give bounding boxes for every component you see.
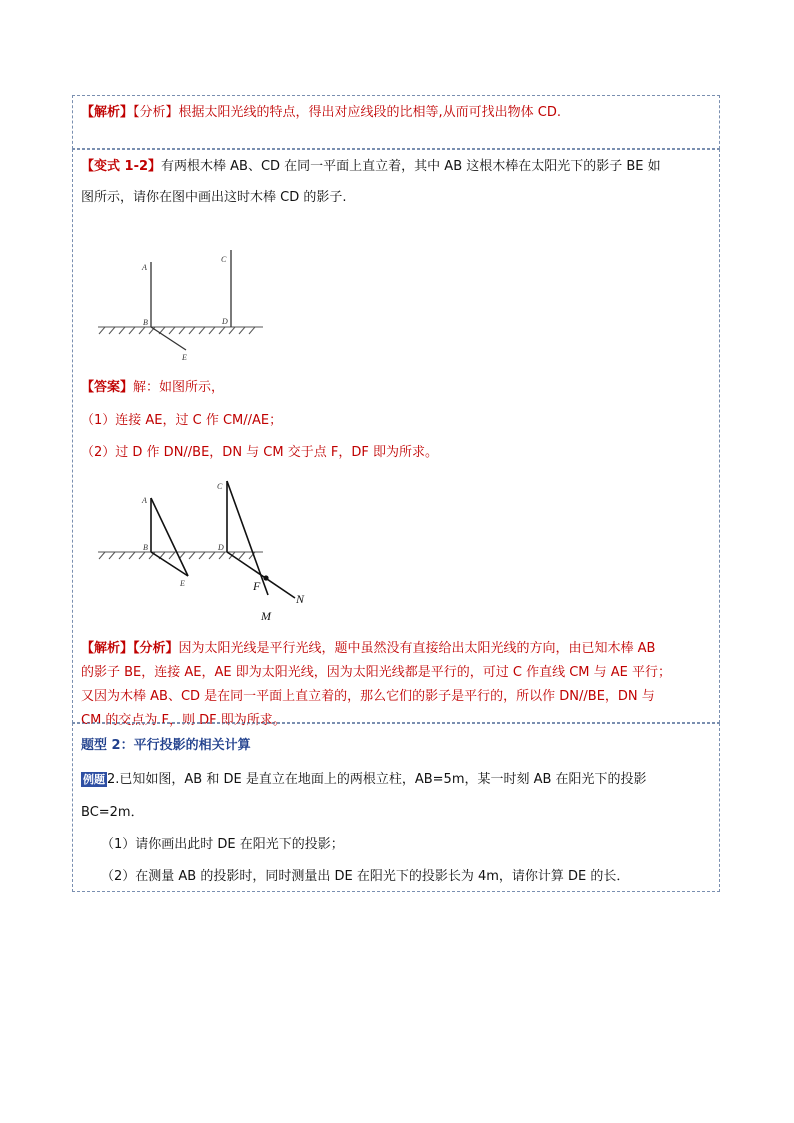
- answer-step-1: （1）连接 AE，过 C 作 CM//AE；: [81, 413, 283, 428]
- example-line-2: BC=2m．: [81, 805, 144, 820]
- variant-text-1: 有两根木棒 AB、CD 在同一平面上直立着，其中 AB 这根木棒在太阳光下的影子 BE 如: [161, 159, 661, 174]
- analysis-text: 根据太阳光线的特点，得出对应线段的比相等,从而可找出物体 CD.: [178, 105, 562, 120]
- analysis-2-text-1: 因为太阳光线是平行光线，题中虽然没有直接给出太阳光线的方向，由已知木棒 AB: [178, 641, 656, 656]
- example-line-1: [81, 768, 713, 792]
- analysis-2-paragraph: [81, 637, 713, 733]
- type2-title: 题型 2：平行投影的相关计算: [81, 738, 251, 753]
- question-1: （1）请你画出此时 DE 在阳光下的投影；: [101, 837, 344, 852]
- variant-line-2: 图所示，请你在图中画出这时木棒 CD 的影子.: [81, 190, 347, 205]
- fig2-label-d: D: [218, 543, 224, 552]
- variant-box: [72, 149, 720, 728]
- fig2-label-a: A: [142, 496, 147, 505]
- figure-1: [98, 248, 273, 368]
- analysis-2-label: 【解析】: [81, 641, 134, 656]
- analysis-2-line-2: 的影子 BE，连接 AE，AE 即为太阳光线，因为太阳光线都是平行的，可过 C 作直线 CM 与 AE 平行；: [81, 665, 672, 680]
- fig1-label-a: A: [142, 263, 147, 272]
- analysis-2-line-1: [81, 637, 713, 661]
- fig2-label-f: F: [253, 579, 261, 593]
- example-number: 2: [107, 772, 116, 787]
- example-text-1: .已知如图，AB 和 DE 是直立在地面上的两根立柱，AB=5m，某一时刻 AB 在阳光下的投影: [115, 772, 647, 787]
- type2-box: [72, 723, 720, 892]
- fig2-label-e: E: [180, 579, 185, 588]
- fig1-label-c: C: [221, 255, 227, 264]
- variant-label: 【变式 1-2】: [81, 159, 162, 174]
- analysis-2-sub-label: 【分析】: [133, 641, 179, 656]
- variant-line-1: [81, 155, 713, 179]
- answer-intro: 解：如图所示，: [133, 380, 225, 395]
- answer-line: [81, 376, 713, 400]
- question-2: （2）在测量 AB 的投影时，同时测量出 DE 在阳光下的投影长为 4m，请你计算 DE 的长．: [101, 869, 630, 884]
- answer-step-2: （2）过 D 作 DN//BE，DN 与 CM 交于点 F，DF 即为所求。: [81, 445, 438, 460]
- analysis-box-1: [72, 95, 720, 149]
- example-tag: 例题: [83, 773, 105, 786]
- fig2-label-n: N: [296, 592, 305, 606]
- analysis-2-line-3: 又因为木棒 AB、CD 是在同一平面上直立着的，那么它们的影子是平行的，所以作 DN//BE，DN 与: [81, 689, 655, 704]
- fig1-label-d: D: [222, 317, 228, 326]
- fig2-label-b: B: [143, 543, 148, 552]
- answer-label: 【答案】: [81, 380, 134, 395]
- analysis-label: 【解析】: [81, 105, 134, 120]
- fig2-label-m: M: [261, 609, 271, 623]
- figure-2: [98, 478, 318, 628]
- analysis-sub-label: 【分析】: [133, 105, 179, 120]
- fig1-label-e: E: [182, 353, 187, 362]
- analysis-2-line-4: CM 的交点为 F，则 DF 即为所求。: [81, 713, 286, 728]
- analysis-line: [81, 101, 713, 125]
- fig2-label-c: C: [217, 482, 223, 491]
- fig1-label-b: B: [143, 318, 148, 327]
